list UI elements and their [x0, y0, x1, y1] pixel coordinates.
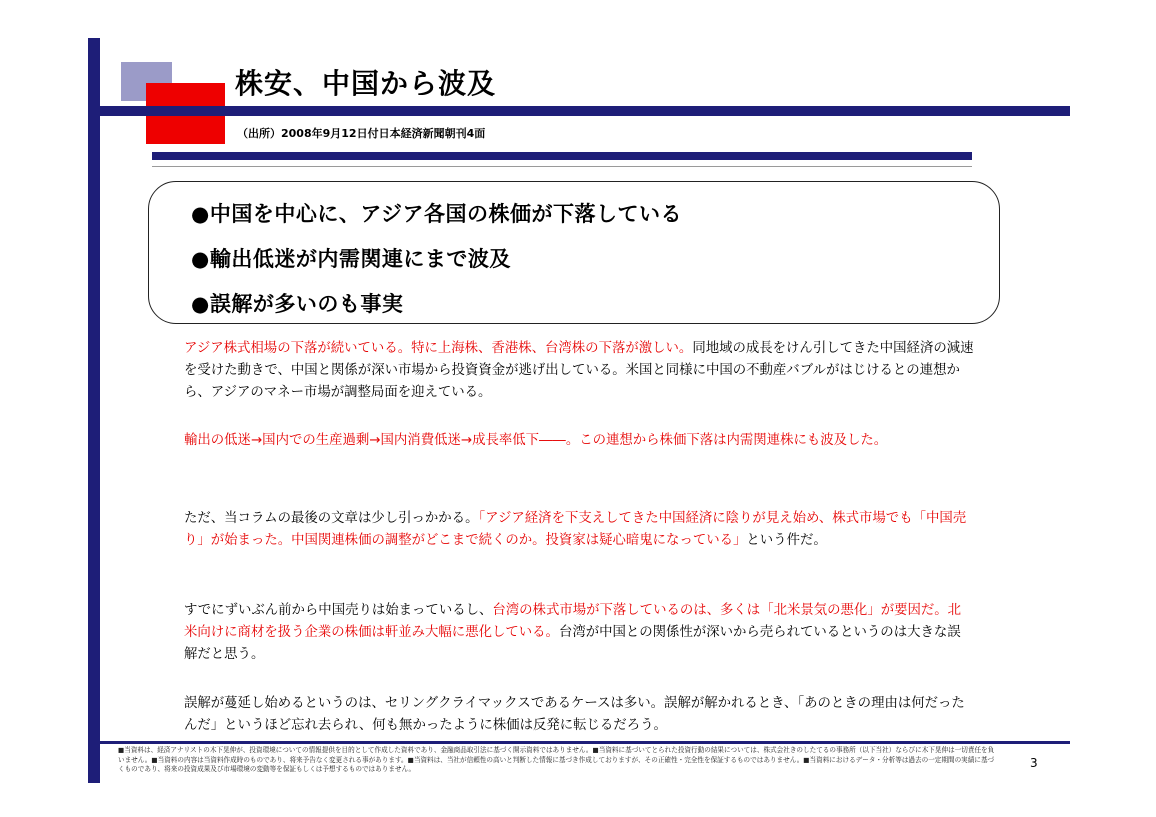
- source-citation: （出所）2008年9月12日付日本経済新聞朝刊4面: [237, 127, 486, 140]
- paragraph-4: [184, 600, 974, 666]
- highlight-text: 「アジア経済を下支えしてきた中国経済に陰りが見え始め、株式市場でも「中国売り」が始まった。中国関連株価の調整がどこまで続くのか。投資家は疑心暗鬼になっている」: [184, 511, 967, 548]
- paragraph-1: [184, 338, 974, 404]
- slide-title: 株安、中国から波及: [235, 67, 497, 100]
- paragraph-3: [184, 508, 974, 552]
- paragraph-5: [184, 693, 974, 737]
- highlight-text: 台湾の株式市場が下落しているのは、多くは「北米景気の悪化」が要因だ。北米向けに商材を扱う企業の株価は軒並み大幅に悪化している。: [184, 603, 962, 640]
- page-number: 3: [1030, 756, 1038, 770]
- key-point: ●輸出低迷が内需関連にまで波及: [191, 247, 511, 271]
- paragraph-2: [184, 430, 974, 452]
- key-points-box: [148, 181, 1000, 324]
- footer-disclaimer: ■当資料は、経済アナリストの木下晃伸が、投資環境についての情報提供を目的として作成した資料であり、金融商品取引法に基づく開示資料ではありません。■当資料に基づいてとられた投資行動の結果については、株式会社きのしたてるの事務所（以下当社）ならびに木下晃伸は一切責任を負いません。■当資料の内容は当資料作成時のものであり、将来予告なく変更される事があります。■当資料は、当社が信頼性の高いと判断した情報に基づき作成しておりますが、その正確性・完全性を保証するものではありません。■当資料におけるデータ・分析等は過去の一定期間の実績に基づくものであり、将来の投資成果及び市場環境の変動等を保証もしくは予想するものではありません。: [118, 746, 995, 773]
- source-divider-thin: [152, 166, 972, 167]
- key-point: ●中国を中心に、アジア各国の株価が下落している: [191, 202, 682, 226]
- body-text: ただ、当コラムの最後の文章は少し引っかかる。: [184, 511, 479, 526]
- body-text: 台湾が中国との関係性が深いから売られているというのは大きな誤解だと思う。: [184, 625, 961, 662]
- body-text: 誤解が蔓延し始めるというのは、セリングクライマックスであるケースは多い。誤解が解かれるとき、「あのときの理由は何だったんだ」というほど忘れ去られ、何も無かったように株価は反発に転じるだろう。: [184, 696, 965, 733]
- title-underline: [100, 106, 1070, 116]
- highlight-text: アジア株式相場の下落が続いている。特に上海株、香港株、台湾株の下落が激しい。: [184, 341, 693, 356]
- commentary-body: [184, 338, 974, 733]
- body-text: という件だ。: [746, 533, 827, 548]
- footer-divider: [100, 741, 1070, 744]
- key-points-list: [149, 182, 999, 327]
- body-text: すでにずいぶん前から中国売りは始まっているし、: [184, 603, 493, 618]
- key-point: ●誤解が多いのも事実: [191, 292, 404, 316]
- source-divider-thick: [152, 152, 972, 160]
- highlight-text: 輸出の低迷→国内での生産過剰→国内消費低迷→成長率低下――。この連想から株価下落は内需関連株にも波及した。: [184, 433, 888, 448]
- left-accent-bar: [88, 38, 100, 783]
- body-text: 同地域の成長をけん引してきた中国経済の減速を受けた動きで、中国と関係が深い市場から投資資金が逃げ出している。米国と同様に中国の不動産バブルがはじけるとの連想から、アジアのマネー市場が調整局面を迎えている。: [184, 341, 974, 400]
